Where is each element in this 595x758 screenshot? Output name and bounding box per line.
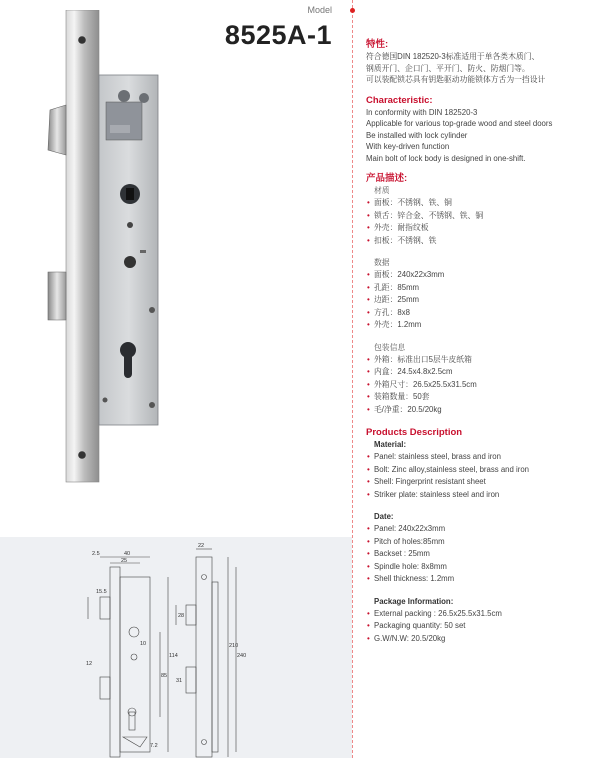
- model-code: 8525A-1: [224, 20, 332, 50]
- desc-en-package-label: Package Information:: [374, 596, 454, 606]
- desc-cn-material-label: 材质: [374, 186, 390, 195]
- desc-en-data-label: Date:: [374, 512, 394, 521]
- list-item: • Striker plate: stainless steel and iron: [366, 489, 590, 502]
- list-item: • Panel: 240x22x3mm: [366, 523, 590, 536]
- list-item: • Shell thickness: 1.2mm: [366, 573, 590, 586]
- list-item: • 内盒：24.5x4.8x2.5cm: [366, 366, 590, 379]
- list-item: • Packaging quantity: 50 set: [366, 620, 590, 633]
- list-item: • Spindle hole: 8x8mm: [366, 561, 590, 574]
- dim-label: 28: [178, 613, 185, 619]
- dim-label: 25: [121, 558, 128, 564]
- list-item: • Panel: stainless steel, brass and iron: [366, 451, 590, 464]
- technical-drawing: [0, 537, 352, 758]
- desc-cn-title: 产品描述:: [366, 173, 408, 184]
- list-item: • Bolt: Zinc alloy,stainless steel, brass and iron: [366, 464, 590, 477]
- desc-cn-package-label: 包装信息: [374, 342, 406, 352]
- features-cn-title: 特性:: [366, 39, 389, 50]
- dim-label: 7.2: [150, 743, 158, 749]
- desc-en-package-list: [366, 608, 590, 646]
- desc-cn-data-list: [366, 269, 590, 332]
- list-item: • External packing : 26.5x25.5x31.5cm: [366, 608, 590, 621]
- characteristic-line: Be installed with lock cylinder: [366, 130, 468, 140]
- characteristic-line: Main bolt of lock body is designed in one-shift.: [366, 153, 526, 163]
- list-item: • 毛/净重：20.5/20kg: [366, 404, 590, 417]
- list-item: • 方孔：8x8: [366, 307, 590, 320]
- list-item: • 外箱尺寸：26.5x25.5x31.5cm: [366, 379, 590, 392]
- characteristic-title: Characteristic:: [366, 94, 433, 106]
- dim-label: 22: [198, 543, 205, 549]
- dim-label: 31: [176, 678, 183, 684]
- desc-en-data-list: [366, 523, 590, 586]
- dim-label: 240: [237, 653, 247, 659]
- dim-label: 85: [161, 673, 168, 679]
- dim-label: 15.5: [96, 589, 107, 595]
- desc-en-material-list: [366, 451, 590, 501]
- dashed-divider: [352, 0, 353, 758]
- list-item: • 扣板：不锈钢、铁: [366, 235, 590, 248]
- list-item: • 边距：25mm: [366, 294, 590, 307]
- dim-label: 40: [124, 551, 131, 557]
- features-cn-line: 钢质开门、企口门、平开门、防火、防烟门等。: [366, 63, 530, 73]
- characteristic-line: In conformity with DIN 182520-3: [366, 107, 478, 117]
- dimension-drawing: [0, 537, 352, 758]
- dim-label: 2.5: [92, 551, 100, 557]
- list-item: • 锁舌：锌合金、不锈钢、铁、铜: [366, 210, 590, 223]
- list-item: • 面板：不锈钢、铁、铜: [366, 197, 590, 210]
- features-cn-line: 符合德国DIN 182520-3标准适用于单各类木质门、: [366, 52, 540, 61]
- dim-label: 114: [169, 653, 178, 659]
- lock-product-photo: [40, 10, 170, 485]
- list-item: • Shell: Fingerprint resistant sheet: [366, 476, 590, 489]
- list-item: • 外壳：耐指纹板: [366, 222, 590, 235]
- model-label: Model: [307, 5, 332, 15]
- list-item: • 外壳：1.2mm: [366, 319, 590, 332]
- desc-cn-material-list: [366, 197, 590, 247]
- desc-cn-data-label: 数据: [374, 258, 390, 267]
- characteristic-line: Applicable for various top-grade wood and steel doors: [366, 119, 553, 128]
- list-item: • Backset : 25mm: [366, 548, 590, 561]
- features-cn-line: 可以装配锁芯具有钥匙驱动功能锁体方舌为一挡设计: [366, 75, 546, 84]
- divider-dot: [350, 8, 355, 13]
- list-item: • G.W/N.W: 20.5/20kg: [366, 633, 590, 646]
- dim-label: 12: [86, 661, 93, 667]
- spec-column: [366, 38, 590, 645]
- list-item: • 面板：240x22x3mm: [366, 269, 590, 282]
- desc-en-title: Products Description: [366, 427, 463, 438]
- desc-cn-package-list: [366, 354, 590, 417]
- dim-label: 210: [229, 643, 239, 649]
- dim-label: 10: [140, 641, 147, 647]
- list-item: • 装箱数量：50套: [366, 391, 590, 404]
- list-item: • 孔距：85mm: [366, 282, 590, 295]
- list-item: • Pitch of holes:85mm: [366, 536, 590, 549]
- desc-en-material-label: Material:: [374, 440, 407, 449]
- list-item: • 外箱：标准出口5层牛皮纸箱: [366, 354, 590, 367]
- characteristic-line: With key-driven function: [366, 142, 450, 151]
